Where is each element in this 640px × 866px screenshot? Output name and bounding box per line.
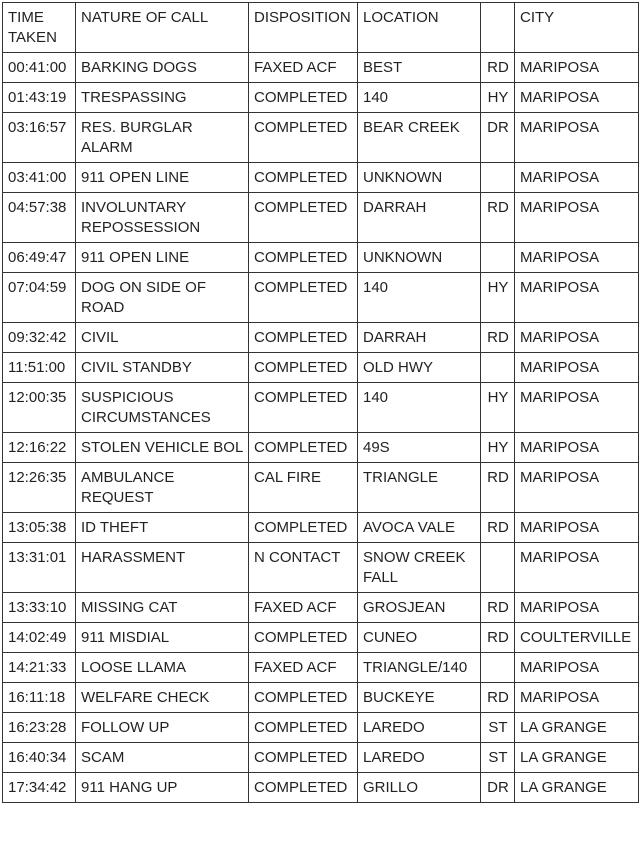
disposition-cell: COMPLETED bbox=[249, 113, 358, 163]
location-cell: GROSJEAN bbox=[358, 593, 481, 623]
time-cell: 01:43:19 bbox=[3, 83, 76, 113]
table-row bbox=[3, 773, 639, 803]
city-cell: MARIPOSA bbox=[515, 323, 639, 353]
disposition-cell: COMPLETED bbox=[249, 623, 358, 653]
nature-cell: SCAM bbox=[76, 743, 249, 773]
table-row bbox=[3, 713, 639, 743]
disposition-cell: COMPLETED bbox=[249, 773, 358, 803]
disposition-cell: COMPLETED bbox=[249, 323, 358, 353]
time-cell: 13:05:38 bbox=[3, 513, 76, 543]
location-cell: 140 bbox=[358, 383, 481, 433]
location-cell: DARRAH bbox=[358, 323, 481, 353]
city-cell: LA GRANGE bbox=[515, 713, 639, 743]
suffix-cell bbox=[481, 163, 515, 193]
location-cell: LAREDO bbox=[358, 743, 481, 773]
location-cell: SNOW CREEK FALL bbox=[358, 543, 481, 593]
suffix-cell: ST bbox=[481, 713, 515, 743]
disposition-cell: COMPLETED bbox=[249, 383, 358, 433]
table-row bbox=[3, 53, 639, 83]
time-cell: 11:51:00 bbox=[3, 353, 76, 383]
city-cell: MARIPOSA bbox=[515, 53, 639, 83]
disposition-cell: COMPLETED bbox=[249, 243, 358, 273]
location-cell: 49S bbox=[358, 433, 481, 463]
location-cell: UNKNOWN bbox=[358, 163, 481, 193]
time-cell: 17:34:42 bbox=[3, 773, 76, 803]
disposition-cell: COMPLETED bbox=[249, 683, 358, 713]
time-cell: 16:23:28 bbox=[3, 713, 76, 743]
city-cell: MARIPOSA bbox=[515, 193, 639, 243]
suffix-cell bbox=[481, 653, 515, 683]
nature-cell: MISSING CAT bbox=[76, 593, 249, 623]
header-row bbox=[3, 3, 639, 53]
city-cell: COULTERVILLE bbox=[515, 623, 639, 653]
city-cell: MARIPOSA bbox=[515, 113, 639, 163]
suffix-cell: RD bbox=[481, 593, 515, 623]
time-cell: 16:11:18 bbox=[3, 683, 76, 713]
suffix-cell bbox=[481, 543, 515, 593]
location-cell: TRIANGLE/140 bbox=[358, 653, 481, 683]
header-city: CITY bbox=[515, 3, 639, 53]
suffix-cell: RD bbox=[481, 53, 515, 83]
nature-cell: BARKING DOGS bbox=[76, 53, 249, 83]
nature-cell: ID THEFT bbox=[76, 513, 249, 543]
time-cell: 07:04:59 bbox=[3, 273, 76, 323]
header-location: LOCATION bbox=[358, 3, 481, 53]
nature-cell: AMBULANCE REQUEST bbox=[76, 463, 249, 513]
disposition-cell: N CONTACT bbox=[249, 543, 358, 593]
suffix-cell: HY bbox=[481, 383, 515, 433]
call-log-body bbox=[3, 3, 639, 803]
header-disposition: DISPOSITION bbox=[249, 3, 358, 53]
city-cell: MARIPOSA bbox=[515, 653, 639, 683]
nature-cell: SUSPICIOUS CIRCUMSTANCES bbox=[76, 383, 249, 433]
header-time: TIME TAKEN bbox=[3, 3, 76, 53]
disposition-cell: COMPLETED bbox=[249, 513, 358, 543]
time-cell: 14:02:49 bbox=[3, 623, 76, 653]
location-cell: UNKNOWN bbox=[358, 243, 481, 273]
nature-cell: LOOSE LLAMA bbox=[76, 653, 249, 683]
location-cell: TRIANGLE bbox=[358, 463, 481, 513]
time-cell: 12:16:22 bbox=[3, 433, 76, 463]
suffix-cell: HY bbox=[481, 273, 515, 323]
table-row bbox=[3, 163, 639, 193]
suffix-cell bbox=[481, 353, 515, 383]
suffix-cell: ST bbox=[481, 743, 515, 773]
location-cell: LAREDO bbox=[358, 713, 481, 743]
location-cell: AVOCA VALE bbox=[358, 513, 481, 543]
suffix-cell: HY bbox=[481, 83, 515, 113]
suffix-cell: RD bbox=[481, 513, 515, 543]
disposition-cell: COMPLETED bbox=[249, 193, 358, 243]
location-cell: OLD HWY bbox=[358, 353, 481, 383]
disposition-cell: FAXED ACF bbox=[249, 593, 358, 623]
nature-cell: 911 OPEN LINE bbox=[76, 163, 249, 193]
disposition-cell: FAXED ACF bbox=[249, 653, 358, 683]
table-row bbox=[3, 383, 639, 433]
table-row bbox=[3, 323, 639, 353]
table-row bbox=[3, 653, 639, 683]
disposition-cell: FAXED ACF bbox=[249, 53, 358, 83]
city-cell: MARIPOSA bbox=[515, 243, 639, 273]
table-row bbox=[3, 743, 639, 773]
suffix-cell: RD bbox=[481, 463, 515, 513]
time-cell: 13:31:01 bbox=[3, 543, 76, 593]
table-row bbox=[3, 193, 639, 243]
suffix-cell: DR bbox=[481, 773, 515, 803]
table-row bbox=[3, 683, 639, 713]
location-cell: BEAR CREEK bbox=[358, 113, 481, 163]
header-nature: NATURE OF CALL bbox=[76, 3, 249, 53]
call-log-table bbox=[2, 2, 639, 803]
disposition-cell: COMPLETED bbox=[249, 713, 358, 743]
nature-cell: 911 OPEN LINE bbox=[76, 243, 249, 273]
table-row bbox=[3, 273, 639, 323]
table-row bbox=[3, 513, 639, 543]
city-cell: LA GRANGE bbox=[515, 773, 639, 803]
header-suffix bbox=[481, 3, 515, 53]
time-cell: 12:00:35 bbox=[3, 383, 76, 433]
city-cell: MARIPOSA bbox=[515, 593, 639, 623]
table-row bbox=[3, 113, 639, 163]
time-cell: 13:33:10 bbox=[3, 593, 76, 623]
table-row bbox=[3, 433, 639, 463]
nature-cell: STOLEN VEHICLE BOL bbox=[76, 433, 249, 463]
nature-cell: HARASSMENT bbox=[76, 543, 249, 593]
time-cell: 12:26:35 bbox=[3, 463, 76, 513]
disposition-cell: COMPLETED bbox=[249, 353, 358, 383]
table-row bbox=[3, 243, 639, 273]
city-cell: MARIPOSA bbox=[515, 513, 639, 543]
time-cell: 00:41:00 bbox=[3, 53, 76, 83]
location-cell: DARRAH bbox=[358, 193, 481, 243]
nature-cell: WELFARE CHECK bbox=[76, 683, 249, 713]
suffix-cell: RD bbox=[481, 623, 515, 653]
nature-cell: 911 MISDIAL bbox=[76, 623, 249, 653]
location-cell: 140 bbox=[358, 273, 481, 323]
disposition-cell: COMPLETED bbox=[249, 163, 358, 193]
location-cell: GRILLO bbox=[358, 773, 481, 803]
table-row bbox=[3, 543, 639, 593]
city-cell: MARIPOSA bbox=[515, 353, 639, 383]
location-cell: 140 bbox=[358, 83, 481, 113]
suffix-cell: HY bbox=[481, 433, 515, 463]
disposition-cell: COMPLETED bbox=[249, 433, 358, 463]
nature-cell: CIVIL STANDBY bbox=[76, 353, 249, 383]
nature-cell: 911 HANG UP bbox=[76, 773, 249, 803]
disposition-cell: COMPLETED bbox=[249, 83, 358, 113]
time-cell: 09:32:42 bbox=[3, 323, 76, 353]
city-cell: LA GRANGE bbox=[515, 743, 639, 773]
suffix-cell: RD bbox=[481, 193, 515, 243]
table-row bbox=[3, 463, 639, 513]
table-row bbox=[3, 593, 639, 623]
location-cell: CUNEO bbox=[358, 623, 481, 653]
nature-cell: INVOLUNTARY REPOSSESSION bbox=[76, 193, 249, 243]
table-row bbox=[3, 623, 639, 653]
location-cell: BEST bbox=[358, 53, 481, 83]
city-cell: MARIPOSA bbox=[515, 383, 639, 433]
suffix-cell bbox=[481, 243, 515, 273]
nature-cell: TRESPASSING bbox=[76, 83, 249, 113]
suffix-cell: DR bbox=[481, 113, 515, 163]
city-cell: MARIPOSA bbox=[515, 83, 639, 113]
suffix-cell: RD bbox=[481, 323, 515, 353]
disposition-cell: CAL FIRE bbox=[249, 463, 358, 513]
time-cell: 14:21:33 bbox=[3, 653, 76, 683]
city-cell: MARIPOSA bbox=[515, 683, 639, 713]
city-cell: MARIPOSA bbox=[515, 273, 639, 323]
time-cell: 06:49:47 bbox=[3, 243, 76, 273]
city-cell: MARIPOSA bbox=[515, 543, 639, 593]
time-cell: 16:40:34 bbox=[3, 743, 76, 773]
city-cell: MARIPOSA bbox=[515, 163, 639, 193]
disposition-cell: COMPLETED bbox=[249, 273, 358, 323]
table-row bbox=[3, 83, 639, 113]
disposition-cell: COMPLETED bbox=[249, 743, 358, 773]
time-cell: 04:57:38 bbox=[3, 193, 76, 243]
city-cell: MARIPOSA bbox=[515, 463, 639, 513]
location-cell: BUCKEYE bbox=[358, 683, 481, 713]
city-cell: MARIPOSA bbox=[515, 433, 639, 463]
time-cell: 03:41:00 bbox=[3, 163, 76, 193]
table-row bbox=[3, 353, 639, 383]
nature-cell: FOLLOW UP bbox=[76, 713, 249, 743]
nature-cell: RES. BURGLAR ALARM bbox=[76, 113, 249, 163]
time-cell: 03:16:57 bbox=[3, 113, 76, 163]
nature-cell: DOG ON SIDE OF ROAD bbox=[76, 273, 249, 323]
nature-cell: CIVIL bbox=[76, 323, 249, 353]
suffix-cell: RD bbox=[481, 683, 515, 713]
